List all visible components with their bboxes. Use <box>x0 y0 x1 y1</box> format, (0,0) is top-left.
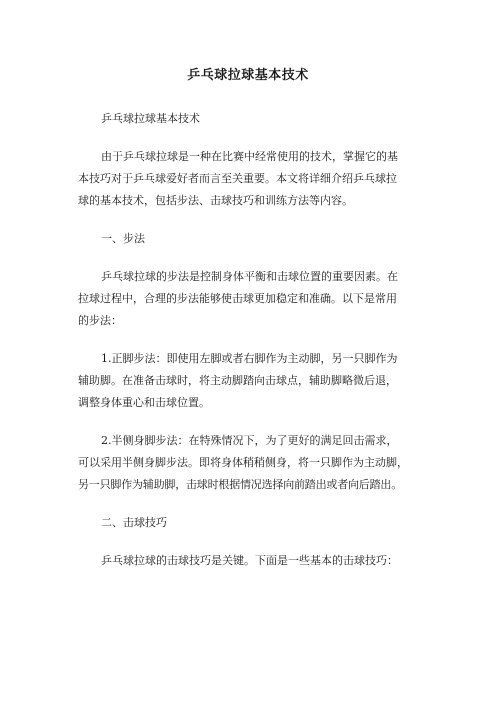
stroke-para-line-1: 乒乓球拉球的击球技巧是关键。下面是一些基本的击球技巧： <box>101 554 398 567</box>
footwork-para-line-3: 的步法： <box>78 314 122 327</box>
step2-line-1: 2.半侧身脚步法：在特殊情况下，为了更好的满足回击需求， <box>101 434 398 447</box>
step1-line-3: 调整身体重心和击球位置。 <box>78 396 210 409</box>
footwork-para-line-1: 乒乓球拉球的步法是控制身体平衡和击球位置的重要因素。在 <box>101 270 398 283</box>
footwork-para-line-2: 拉球过程中，合理的步法能够使击球更加稳定和准确。以下是常用 <box>78 292 397 305</box>
step1-line-1: 1.正脚步法：即使用左脚或者右脚作为主动脚，另一只脚作为 <box>101 352 398 365</box>
section-heading-footwork: 一、步法 <box>101 232 145 245</box>
intro-line-3: 球的基本技术，包括步法、击球技巧和训练方法等内容。 <box>78 194 353 207</box>
intro-line-1: 由于乒乓球拉球是一种在比赛中经常使用的技术，掌握它的基 <box>101 150 398 163</box>
intro-line-2: 本技巧对于乒乓球爱好者而言至关重要。本文将详细介绍乒乓球拉 <box>78 172 397 185</box>
step2-line-2: 可以采用半侧身脚步法。即将身体稍稍侧身，将一只脚作为主动脚， <box>78 456 408 469</box>
section-heading-stroke: 二、击球技巧 <box>101 516 167 529</box>
document-subtitle: 乒乓球拉球基本技术 <box>101 112 200 125</box>
document-title: 乒乓球拉球基本技术 <box>187 68 309 83</box>
step2-line-3: 另一只脚作为辅助脚，击球时根据情况选择向前踏出或者向后踏出。 <box>78 478 402 491</box>
step1-line-2: 辅助脚。在准备击球时，将主动脚踏向击球点，辅助脚略微后退， <box>78 374 397 387</box>
